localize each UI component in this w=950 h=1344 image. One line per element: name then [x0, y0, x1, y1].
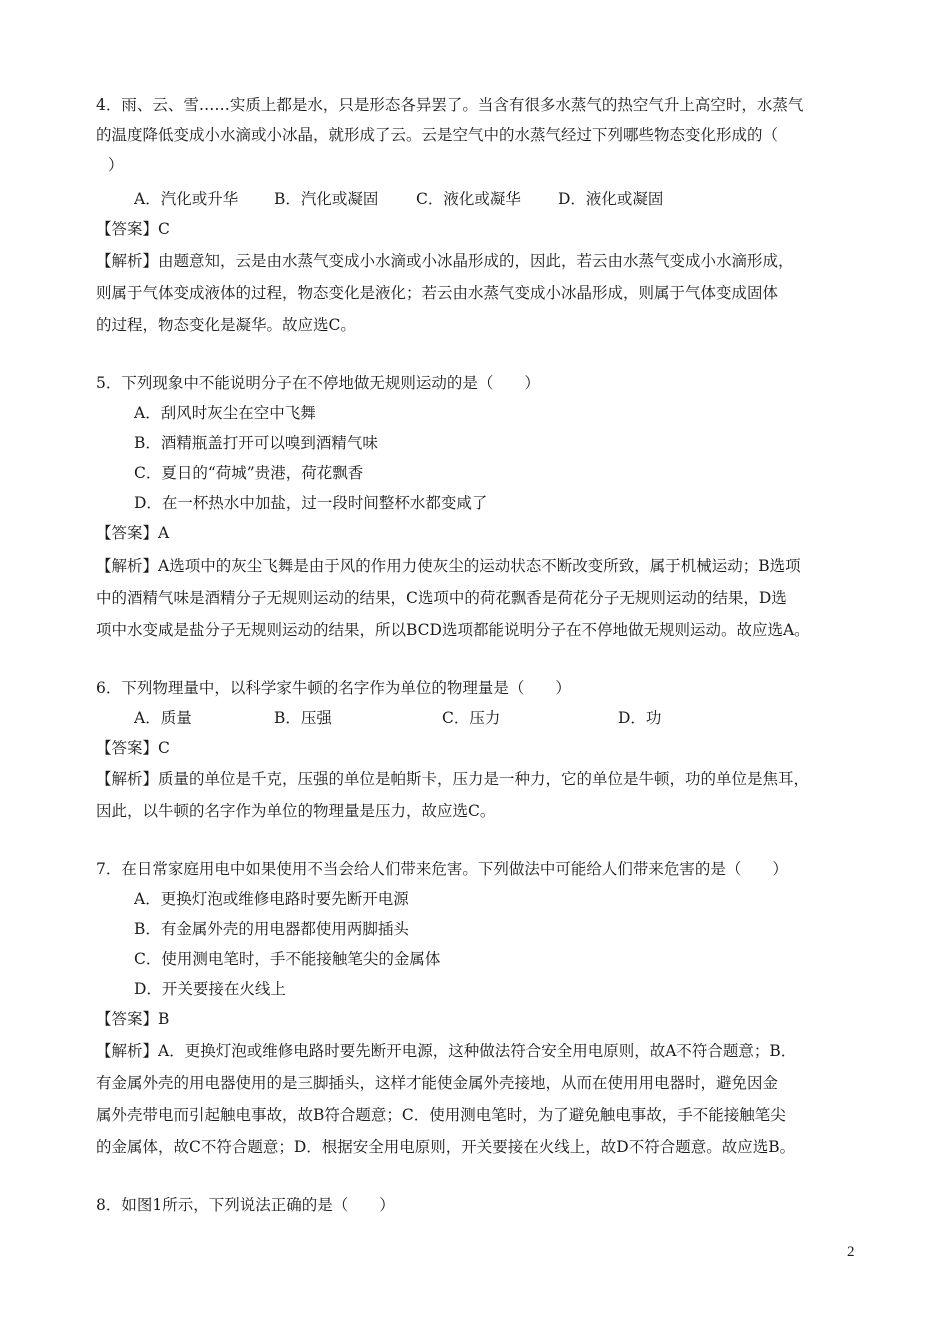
question-6-analysis-line-2: 因此，以牛顿的名字作为单位的物理量是压力，故应选C。	[96, 802, 496, 820]
question-5-option-d: D．在一杯热水中加盐，过一段时间整杯水都变咸了	[134, 494, 488, 512]
question-5-analysis-line-3: 项中水变咸是盐分子无规则运动的结果，所以BCD选项都能说明分子在不停地做无规则运动。故应选A。	[96, 621, 810, 639]
question-8-text: 8．如图1所示，下列说法正确的是（ ）	[96, 1196, 395, 1214]
question-5-option-a: A．刮风时灰尘在空中飞舞	[134, 404, 316, 422]
question-5-analysis-line-2: 中的酒精气味是酒精分子无规则运动的结果，C选项中的荷花飘香是荷花分子无规则运动的结果，D选	[96, 589, 787, 607]
question-4-answer: 【答案】C	[96, 220, 170, 238]
question-7-analysis-line-2: 有金属外壳的用电器使用的是三脚插头，这样才能使金属外壳接地，从而在使用用电器时，避免因金	[96, 1074, 779, 1092]
question-7-option-b: B．有金属外壳的用电器都使用两脚插头	[134, 920, 409, 938]
question-5-option-b: B．酒精瓶盖打开可以嗅到酒精气味	[134, 434, 378, 452]
question-4-analysis-line-1: 【解析】由题意知，云是由水蒸气变成小水滴或小冰晶形成的，因此，若云由水蒸气变成小水滴形成，	[96, 252, 794, 270]
question-4-text-line-1: 4．雨、云、雪……实质上都是水，只是形态各异罢了。当含有很多水蒸气的热空气升上高空时，水蒸气	[96, 96, 804, 114]
question-7-option-d: D．开关要接在火线上	[134, 980, 286, 998]
question-7-option-a: A．更换灯泡或维修电路时要先断开电源	[134, 890, 409, 908]
question-5-option-c: C．夏日的“荷城”贵港，荷花飘香	[134, 464, 364, 482]
question-6-option-b: B．压强	[274, 709, 332, 727]
question-4-analysis-line-2: 则属于气体变成液体的过程，物态变化是液化；若云由水蒸气变成小冰晶形成，则属于气体变成固体	[96, 284, 779, 302]
question-4-option-a: A．汽化或升华	[134, 190, 239, 208]
question-6-option-d: D．功	[618, 709, 662, 727]
question-6-option-c: C．压力	[442, 709, 501, 727]
question-6-option-a: A．质量	[134, 709, 192, 727]
question-4-analysis-line-3: 的过程，物态变化是凝华。故应选C。	[96, 316, 356, 334]
question-4-text-line-3: ）	[108, 156, 124, 174]
question-4-option-d: D．液化或凝固	[558, 190, 664, 208]
page-number: 2	[847, 1244, 855, 1260]
question-6-text: 6．下列物理量中，以科学家牛顿的名字作为单位的物理量是（ ）	[96, 679, 571, 697]
question-7-text: 7．在日常家庭用电中如果使用不当会给人们带来危害。下列做法中可能给人们带来危害的是（ ）	[96, 860, 788, 878]
question-5-text: 5．下列现象中不能说明分子在不停地做无规则运动的是（ ）	[96, 374, 540, 392]
question-5-analysis-line-1: 【解析】A选项中的灰尘飞舞是由于风的作用力使灰尘的运动状态不断改变所致，属于机械运动；B选项	[96, 557, 801, 575]
question-6-answer: 【答案】C	[96, 739, 170, 757]
question-4-option-c: C．液化或凝华	[416, 190, 521, 208]
question-7-analysis-line-1: 【解析】A．更换灯泡或维修电路时要先断开电源，这种做法符合安全用电原则，故A不符合题意；B．	[96, 1042, 797, 1060]
question-4-text-line-2: 的温度降低变成小水滴或小冰晶，就形成了云。云是空气中的水蒸气经过下列哪些物态变化形成的（	[96, 126, 779, 144]
question-7-option-c: C．使用测电笔时，手不能接触笔尖的金属体	[134, 950, 441, 968]
question-7-answer: 【答案】B	[96, 1010, 170, 1028]
question-6-analysis-line-1: 【解析】质量的单位是千克，压强的单位是帕斯卡，压力是一种力，它的单位是牛顿，功的单位是焦耳，	[96, 770, 810, 788]
question-4-option-b: B．汽化或凝固	[274, 190, 379, 208]
question-5-answer: 【答案】A	[96, 524, 170, 542]
question-7-analysis-line-3: 属外壳带电而引起触电事故，故B符合题意；C．使用测电笔时，为了避免触电事故，手不能接触笔尖	[96, 1106, 786, 1124]
question-7-analysis-line-4: 的金属体，故C不符合题意；D．根据安全用电原则，开关要接在火线上，故D不符合题意。故应选B。	[96, 1138, 796, 1156]
